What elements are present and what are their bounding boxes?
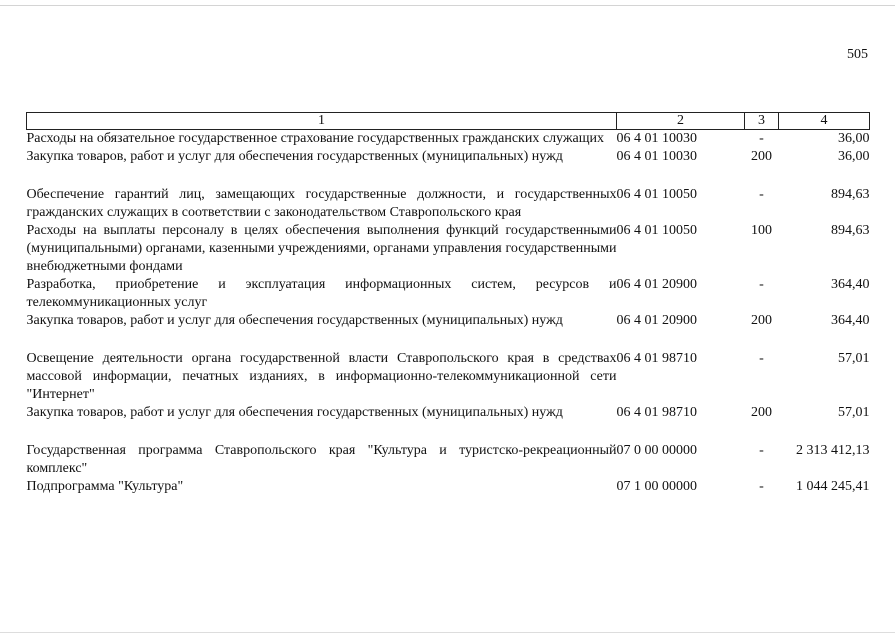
row-amount: 364,40	[831, 313, 870, 328]
row-type: -	[759, 131, 764, 146]
row-type: 100	[751, 223, 772, 238]
scan-edge-bottom	[0, 632, 895, 633]
row-code: 06 4 01 20900	[616, 313, 697, 328]
row-code: 06 4 01 20900	[616, 277, 697, 292]
row-type: 200	[751, 149, 772, 164]
table-row	[27, 130, 870, 149]
table-row	[27, 422, 870, 478]
row-type: 200	[751, 405, 772, 420]
header-col-3: 3	[745, 113, 779, 130]
row-type: -	[759, 351, 764, 366]
row-name: Закупка товаров, работ и услуг для обеспечения государственных (муниципальных) нужд	[26, 405, 563, 420]
header-row	[27, 113, 870, 130]
row-amount: 57,01	[838, 351, 870, 366]
row-type: -	[759, 443, 764, 458]
row-name: Государственная программа Ставропольского края "Культура и туристско-рекреационный комплекс"	[26, 443, 617, 476]
row-name: Расходы на обязательное государственное страхование государственных гражданских служащих	[26, 131, 605, 146]
header-col-1: 1	[27, 113, 617, 130]
scan-edge-top	[0, 5, 895, 6]
header-col-2: 2	[617, 113, 745, 130]
row-name: Обеспечение гарантий лиц, замещающих государственные должности, и государственных гражданских служащих в соответствии с законодательством Ставропольского края	[26, 187, 617, 220]
row-name: Расходы на выплаты персоналу в целях обеспечения выполнения функций государственными (муниципальными) органами, казенными учреждениями, органами управления государственными внебюджетными фондами	[26, 223, 617, 274]
row-code: 07 1 00 00000	[616, 479, 697, 494]
row-code: 06 4 01 10050	[616, 223, 697, 238]
row-amount: 1 044 245,41	[796, 479, 870, 494]
table-row	[27, 404, 870, 422]
table-row	[27, 478, 870, 496]
table-row	[27, 276, 870, 312]
row-amount: 2 313 412,13	[796, 443, 870, 458]
row-amount: 894,63	[831, 187, 870, 202]
row-name: Разработка, приобретение и эксплуатация информационных систем, ресурсов и телекоммуникационных услуг	[26, 277, 617, 310]
row-code: 06 4 01 10030	[616, 149, 697, 164]
row-amount: 57,01	[838, 405, 870, 420]
row-amount: 36,00	[838, 131, 870, 146]
row-code: 06 4 01 10030	[616, 131, 697, 146]
table-row	[27, 222, 870, 276]
row-name: Закупка товаров, работ и услуг для обеспечения государственных (муниципальных) нужд	[26, 313, 563, 328]
row-code: 07 0 00 00000	[616, 443, 697, 458]
row-type: 200	[751, 313, 772, 328]
row-type: -	[759, 479, 764, 494]
row-amount: 36,00	[838, 149, 870, 164]
row-code: 06 4 01 98710	[616, 405, 697, 420]
budget-table	[26, 112, 870, 496]
row-name: Закупка товаров, работ и услуг для обеспечения государственных (муниципальных) нужд	[26, 149, 563, 164]
row-name: Подпрограмма "Культура"	[26, 479, 184, 494]
row-type: -	[759, 187, 764, 202]
table-row	[27, 330, 870, 404]
row-type: -	[759, 277, 764, 292]
table-row	[27, 166, 870, 222]
header-col-4: 4	[779, 113, 870, 130]
page-number: 505	[847, 47, 868, 62]
row-name: Освещение деятельности органа государственной власти Ставропольского края в средствах массовой информации, печатных изданиях, в информационно-телекоммуникационной сети "Интернет"	[26, 351, 617, 402]
row-amount: 894,63	[831, 223, 870, 238]
table-row	[27, 312, 870, 330]
table-row	[27, 148, 870, 166]
row-amount: 364,40	[831, 277, 870, 292]
row-code: 06 4 01 10050	[616, 187, 697, 202]
row-code: 06 4 01 98710	[616, 351, 697, 366]
